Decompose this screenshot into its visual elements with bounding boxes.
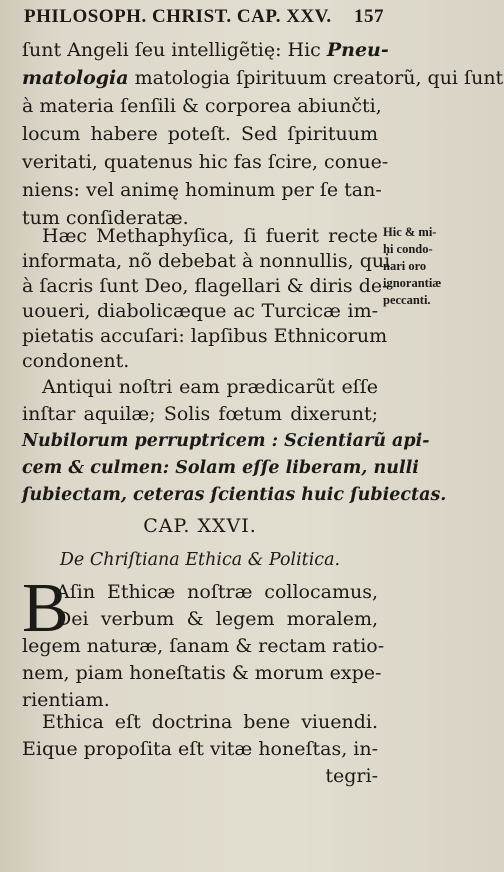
text-line: à ſacris ſunt Deo, flagellari & diris de- bbox=[22, 275, 389, 297]
text-line: à materia ſenſili & corporea abiunčti, bbox=[22, 95, 382, 117]
text-line: inſtar aquilæ; Solis fœtum dixerunt; bbox=[22, 403, 378, 425]
text-line: Eique propoſita eſt vitæ honeſtas, in- bbox=[22, 738, 379, 760]
marginal-note: Hic & mi- hi condo- nari oro ignorantiæ peccanti. bbox=[383, 225, 442, 307]
chapter-title: CAP. XXVI. bbox=[143, 515, 257, 537]
text-line: ſunt Angeli ſeu intelligẽtię: Hic Pneu- bbox=[22, 39, 389, 61]
text-line: condonent. bbox=[22, 350, 130, 372]
text-line: rientiam. bbox=[22, 689, 110, 711]
text-line: uoueri, diabolicæque ac Turcicæ im- bbox=[22, 300, 378, 322]
text-line: locum habere poteſt. Sed ſpirituum bbox=[22, 123, 378, 145]
text-line: nem, piam honeſtatis & morum expe- bbox=[22, 662, 382, 684]
text-line: Nubilorum perruptricem : Scientiarũ api- bbox=[22, 431, 430, 451]
text-line: legem naturæ, ſanam & rectam ratio- bbox=[22, 635, 385, 657]
text-line: tum conſideratæ. bbox=[22, 207, 189, 229]
running-header bbox=[24, 6, 384, 36]
drop-cap: B bbox=[22, 570, 69, 647]
text-line: Ethica eſt doctrina bene viuendi. bbox=[42, 711, 378, 733]
text-line: Aſin Ethicæ noſtræ collocamus, bbox=[56, 581, 378, 603]
chapter-subtitle: De Chriſtiana Ethica & Politica. bbox=[59, 550, 341, 570]
text-line: ſubiectam, ceteras ſcientias huic ſubiectas. bbox=[22, 485, 447, 505]
page-number: 157 bbox=[354, 6, 384, 27]
text-line: Hæc Methaphyſica, ſi fuerit recte bbox=[42, 225, 378, 247]
text-line: Dei verbum & legem moralem, bbox=[56, 608, 378, 630]
text-line: pietatis accuſari: lapſibus Ethnicorum bbox=[22, 325, 388, 347]
header-title: PHILOSOPH. CHRIST. CAP. XXV. bbox=[24, 6, 332, 27]
text-line: veritati, quatenus hic fas ſcire, conue- bbox=[22, 151, 389, 173]
text-line: Antiqui noſtri eam prædicarũt eſſe bbox=[42, 376, 378, 398]
text-line: matologia matologia ſpirituum creatorũ, qui ſunt bbox=[22, 67, 504, 89]
text-line: cem & culmen: Solam eſſe liberam, nulli bbox=[22, 458, 419, 478]
text-line: niens: vel animę hominum per ſe tan- bbox=[22, 179, 382, 201]
catchword: tegri- bbox=[325, 765, 378, 787]
text-line: informata, nõ debebat à nonnullis, qui bbox=[22, 250, 391, 272]
